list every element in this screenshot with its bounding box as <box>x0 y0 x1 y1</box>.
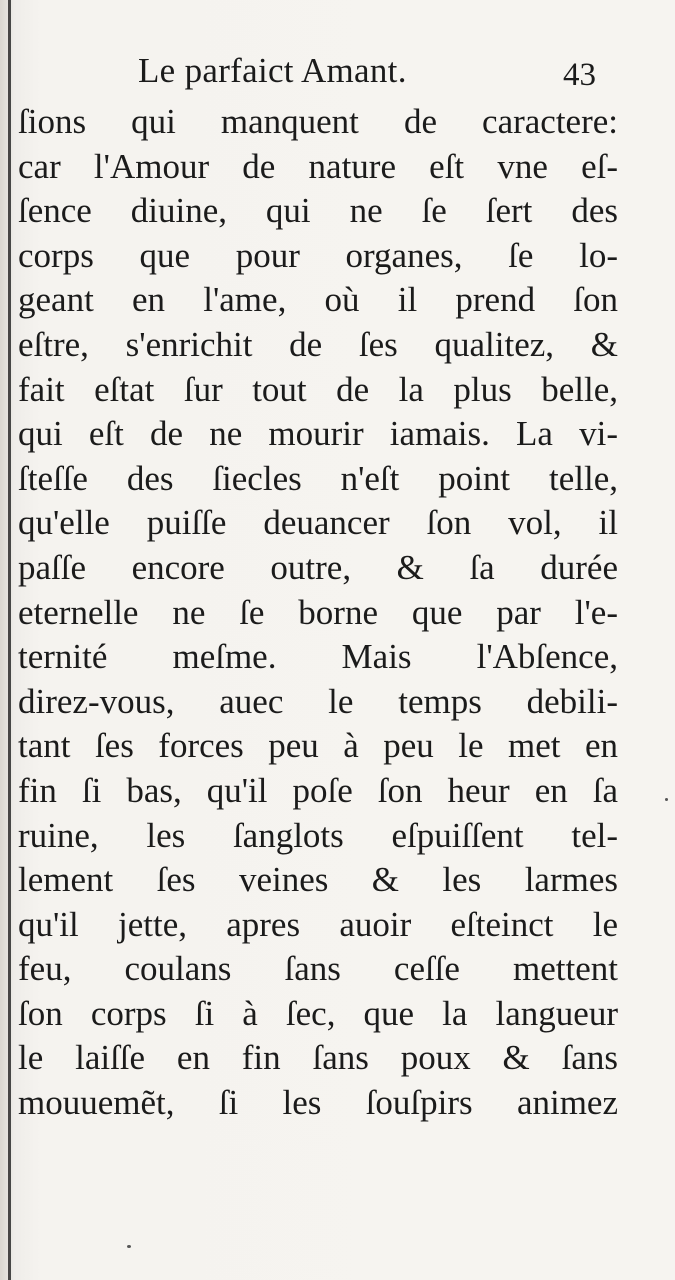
text-line: paſſe encore outre, & ſa durée <box>18 547 618 587</box>
page-header <box>0 48 675 94</box>
body-text <box>18 100 618 1126</box>
text-line: mouuemẽt, ſi les ſouſpirs animez <box>18 1083 618 1123</box>
text-line: eſtre, s'enrichit de ſes qualitez, & <box>18 324 618 364</box>
text-line: car l'Amour de nature eſt vne eſ- <box>18 146 618 186</box>
text-line: qu'elle puiſſe deuancer ſon vol, il <box>18 503 618 543</box>
text-line: ternité meſme. Mais l'Abſence, <box>18 637 618 677</box>
text-line: corps que pour organes, ſe lo- <box>18 235 618 275</box>
running-title: Le parfaict Amant. <box>138 51 407 90</box>
text-line: fait eſtat ſur tout de la plus belle, <box>18 369 618 409</box>
text-line: ſon corps ſi à ſec, que la langueur <box>18 993 618 1033</box>
text-line: fin ſi bas, qu'il poſe ſon heur en ſa <box>18 770 618 810</box>
text-line: ſence diuine, qui ne ſe ſert des <box>18 191 618 231</box>
text-line: le laiſſe en fin ſans poux & ſans <box>18 1038 618 1078</box>
text-line: feu, coulans ſans ceſſe mettent <box>18 949 618 989</box>
text-line: ſions qui manquent de caractere: <box>18 102 618 141</box>
text-line: eternelle ne ſe borne que par l'e- <box>18 592 618 632</box>
text-line: lement ſes veines & les larmes <box>18 860 618 900</box>
text-line: geant en l'ame, où il prend ſon <box>18 280 618 320</box>
text-line: ruine, les ſanglots eſpuiſſent tel- <box>18 815 618 855</box>
page-number: 43 <box>563 57 596 93</box>
paper-speck <box>665 798 668 801</box>
page-gutter-edge <box>8 0 11 1280</box>
text-line: direz-vous, auec le temps debili- <box>18 681 618 721</box>
text-line: qui eſt de ne mourir iamais. La vi- <box>18 414 618 454</box>
text-line: ſteſſe des ſiecles n'eſt point telle, <box>18 458 618 498</box>
paper-speck <box>127 1245 131 1248</box>
text-line: tant ſes forces peu à peu le met en <box>18 726 618 766</box>
text-line: qu'il jette, apres auoir eſteinct le <box>18 904 618 944</box>
